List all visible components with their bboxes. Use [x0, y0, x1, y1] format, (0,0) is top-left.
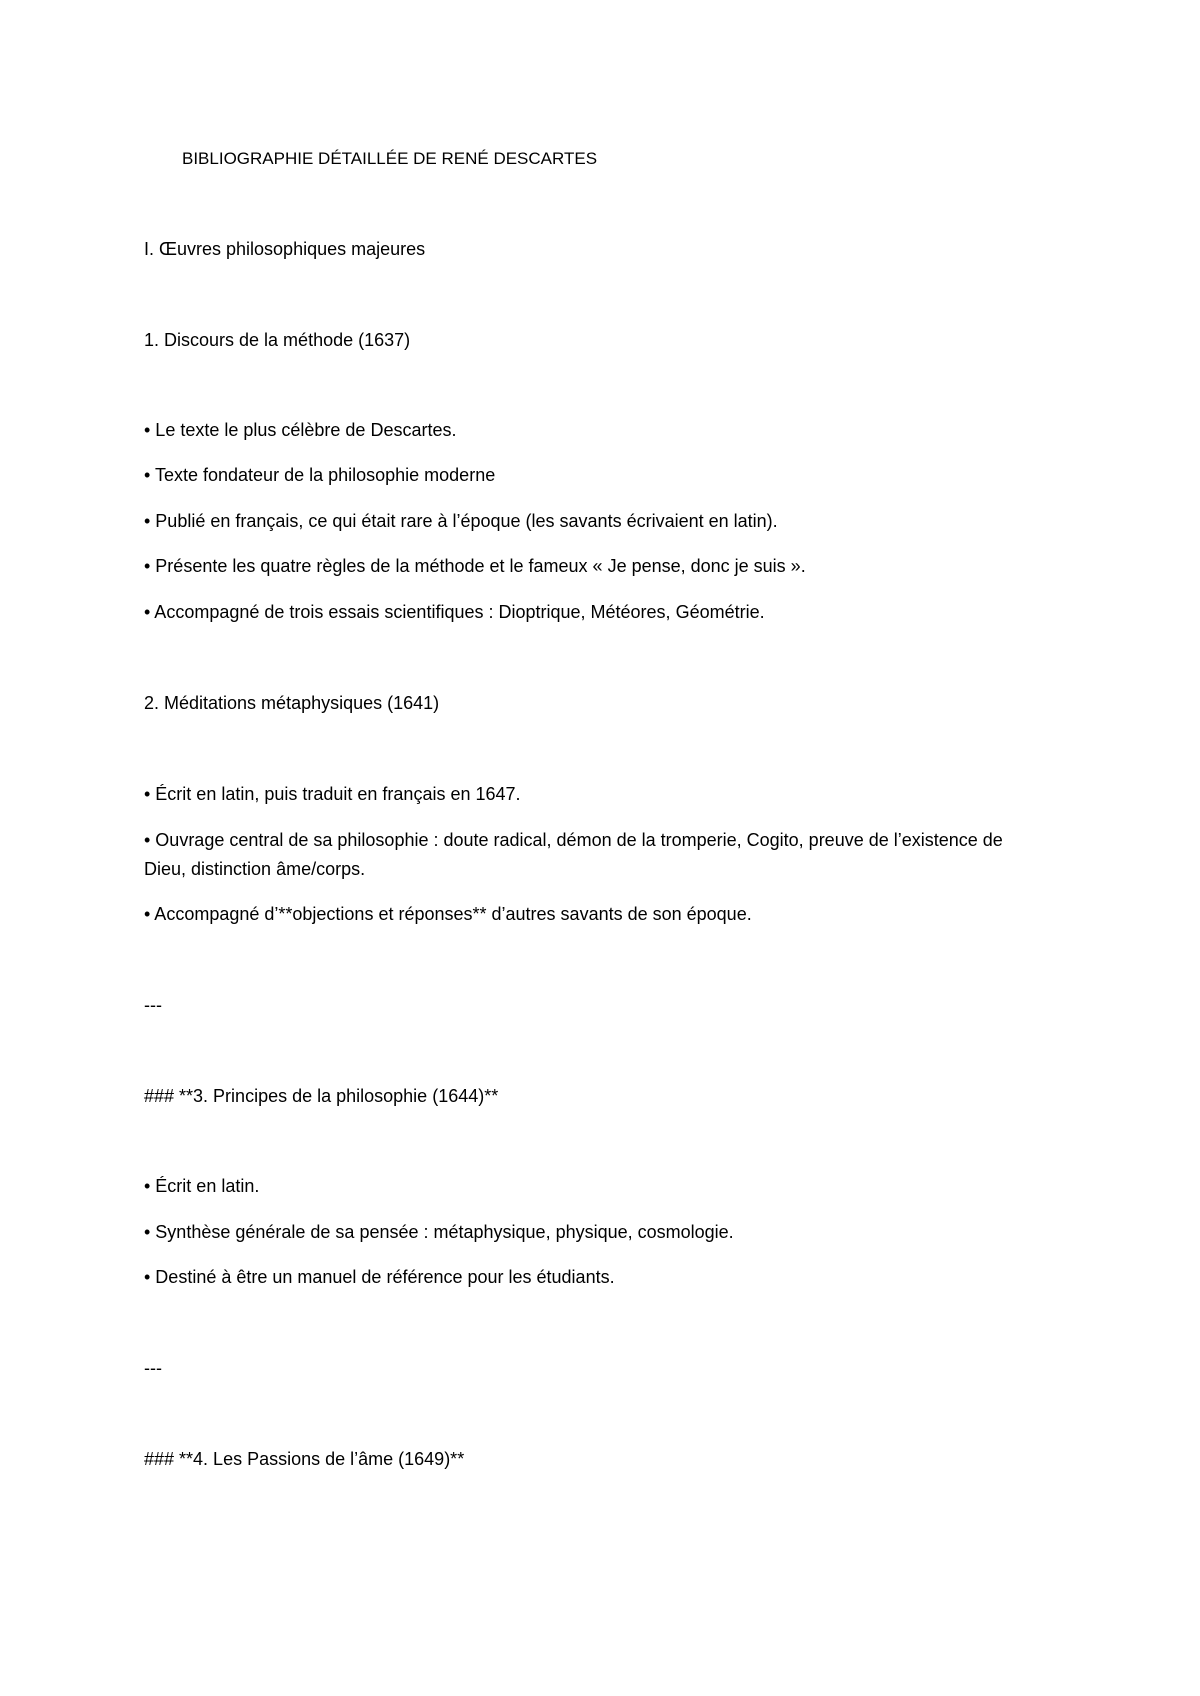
work4-heading: ### **4. Les Passions de l’âme (1649)**: [144, 1449, 465, 1469]
work3-bullet: • Synthèse générale de sa pensée : métaphysique, physique, cosmologie.: [144, 1222, 734, 1242]
work3-bullet: • Écrit en latin.: [144, 1176, 260, 1196]
document-title: BIBLIOGRAPHIE DÉTAILLÉE DE RENÉ DESCARTES: [182, 149, 598, 168]
work2-bullet: • Ouvrage central de sa philosophie : doute radical, démon de la tromperie, Cogito, preuve de l’existence de Dieu, distinction âme/corps.: [144, 830, 1003, 879]
work1-bullet: • Le texte le plus célèbre de Descartes.: [144, 420, 457, 440]
work2-bullet: • Accompagné d’**objections et réponses** d’autres savants de son époque.: [144, 904, 752, 924]
work2-bullet: • Écrit en latin, puis traduit en français en 1647.: [144, 784, 521, 804]
separator: ---: [144, 1358, 162, 1378]
work1-heading: 1. Discours de la méthode (1637): [144, 330, 411, 350]
work1-bullet: • Accompagné de trois essais scientifiques : Dioptrique, Météores, Géométrie.: [144, 602, 765, 622]
work2-heading: 2. Méditations métaphysiques (1641): [144, 693, 440, 713]
work3-bullet: • Destiné à être un manuel de référence pour les étudiants.: [144, 1267, 615, 1287]
separator: ---: [144, 995, 162, 1015]
section-heading: I. Œuvres philosophiques majeures: [144, 239, 426, 259]
work1-bullet: • Texte fondateur de la philosophie moderne: [144, 465, 496, 485]
work3-heading: ### **3. Principes de la philosophie (1644)**: [144, 1086, 499, 1106]
work1-bullet: • Publié en français, ce qui était rare à l’époque (les savants écrivaient en latin).: [144, 511, 778, 531]
work1-bullet: • Présente les quatre règles de la méthode et le fameux « Je pense, donc je suis ».: [144, 556, 806, 576]
